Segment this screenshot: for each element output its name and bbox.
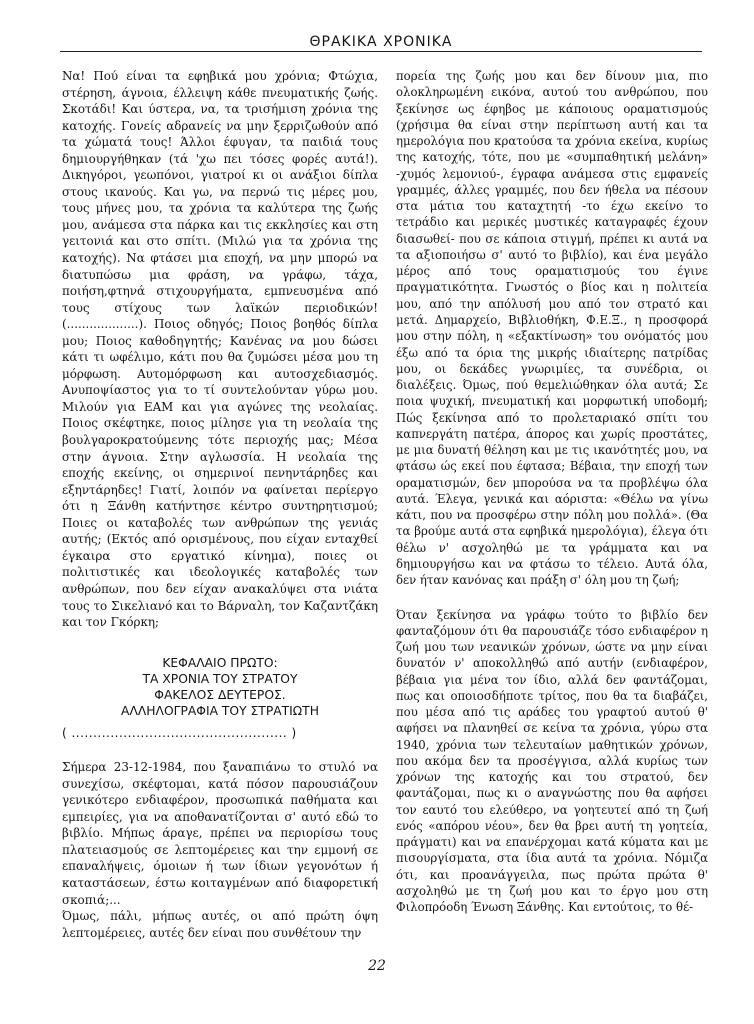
paragraph: Όταν ξεκίνησα να γράφω τούτο το βιβλίο δεν φανταζόμουν ότι θα παρουσιάζε τόσο ενδιαφέρον η ζωή μου των νεανικών χρόνων, ώστε να μην είναι δυνατόν ν' αποκολληθώ από αυτήν (ενδιαφέρον, βέβαια για μένα τον ίδιο, αλλά δεν φαντάζομαι, πως και οποιοσδήποτε τρίτος, που θα τα διαβάζει, που μέσα από τις αράδες του γραφτού αυτού θ' αφήσει να πλανηθεί σε κείνα τα χρόνια, γύρω στα 1940, χρόνια των τελευταίων μαθητικών χρόνων, που ακόμα δεν τα προσέγγισα, αλλά κυρίως των χρόνων της κατοχής και του στρατού, δεν φαντάζομαι, πως κι ο αναγνώστης που θα αφήσει τον εαυτό του ελεύθερο, να γοητευτεί από τη ζωή ενός «απόρου νέου», δεν θα βρει αυτή τη γοητεία, πράγματι) και να επανέρχομαι κατά κύματα και με πισουργίσματα, στα ίδια αυτά τα χρόνια. Νόμιζα ότι, και προανάγγειλα, πως πρώτα πρώτα θ' ασχοληθώ με τη ζωή μου και το έργο μου στη Φιλοπρόοδη Ένωση Ξάνθης. Και εντούτοις, το θέ- (396, 607, 708, 915)
running-header: ΘΡΑΚΙΚΑ ΧΡΟΝΙΚΑ (309, 34, 453, 50)
paragraph: Σήμερα 23-12-1984, που ξαναπιάνω το στυλό να συνεχίσω, σκέφτομαι, κατά πόσον παρουσιάζουν γενικότερο ενδιαφέρον, προσωπικά παθήματα και εμπειρίες, για να αποθανατίζονται σ' αυτό εδώ το βιβλίο. Μήπως άραγε, πρέπει να περιορίσω τους πλατειασμούς σε λεπτομέρειες και την εμμονή σε επαναλήψεις, όμοιων ή των ίδιων γεγονότων ή καταστάσεων, έστω κοιταγμένων από διαφορετική σκοπιά;... (62, 760, 378, 907)
chapter-heading-line: ΑΛΛΗΛΟΓΡΑΦΙΑ ΤΟΥ ΣΤΡΑΤΙΩΤΗ (121, 703, 319, 718)
chapter-heading-line: ΤΑ ΧΡΟΝΙΑ ΤΟΥ ΣΤΡΑΤΟΥ (142, 671, 298, 686)
page-number: 22 (368, 958, 386, 974)
chapter-heading-line: ΦΑΚΕΛΟΣ ΔΕΥΤΕΡΟΣ. (154, 687, 286, 702)
left-column (62, 68, 378, 941)
omission-dots: ( .................................................. ) (62, 725, 297, 740)
paragraph: πορεία της ζωής μου και δεν δίνουν μια, πιο ολοκληρωμένη εικόνα, αυτού του ανθρώπου, που ξεκίνησε ως έφηβος με κάποιους οραματισμούς (χρήσιμα θα είναι στην περίπτωση αυτή και τα ημερολόγια που κρατούσα τα χρόνια εκείνα, κυρίως της κατοχής, τότε, που με «συμπαθητική μελάνη» -χυμός λεμονιού-, έγραφα ανάμεσα στις εμφανείς γραμμές, άλλες γραμμές, που δεν ήθελα να πέσουν στα μάτια του καταχτητή -το έχω εκείνο το τετράδιο και μερικές μυστικές καταγραφές έχουν διασωθεί- που σε κάποια στιγμή, πρέπει κι αυτά να τα αξιοποιήσω σ' αυτό το βιβλίο), και ένα μεγάλο μέρος από τους οραματισμούς του έγινε πραγματικότητα. Γνωστός ο βίος και η πολιτεία μου, από την απόλυσή μου από τον στρατό και μετά. Δημαρχείο, Βιβλιοθήκη, Φ.Ε.Ξ., η προσφορά μου στην πόλη, η «εξακτίνωση» του ονόματός μου έξω από τα όρια της μικρής ιδιαίτερης πατρίδας μου, οι δεκάδες γνωριμίες, τα συνέδρια, οι διαλέξεις. Όμως, πού θεμελιώθηκαν όλα αυτά; Σε ποια ψυχική, πνευματική και μορφωτική υποδομή; Πώς ξεκίνησα από το προλεταριακό σπίτι του καπνεργάτη πατέρα, άπορος και χωρίς προστάτες, με μια δυνατή θέληση και με τις ικανότητές μου, να φτάσω ώς εκεί που έφτασα; Βέβαια, την εποχή των οραματισμών, δεν μπορούσα να τα προβλέψω όλα αυτά. Έλεγα, γενικά και αόριστα: «Θέλω να γίνω κάτι, που να προσφέρω στην πόλη μου πολλά». (Θα τα βρούμε αυτά στα εφηβικά ημερολόγια), έλεγα ότι θέλω ν' ασχοληθώ με τα γράμματα και να δημιουργήσω και να φτάσω το τέλειο. Αυτά όλα, δεν ήταν κανόνας και πράξη σ' όλη μου τη ζωή; (396, 69, 708, 588)
right-column (396, 68, 708, 916)
paragraph: Να! Πού είναι τα εφηβικά μου χρόνια; Φτώχια, στέρηση, άγνοια, έλλειψη κάθε πνευματικής ζωής. Σκοτάδι! Και ύστερα, να, τα τρισήμιση χρόνια της κατοχής. Γονείς αδρανείς να μην ξερριζωθούν από τα χώματά τους! Άλλοι έφυγαν, τα παιδιά τους δημιουργήθηκαν (τά 'χω πει τόσες φορές αυτά!). Δικηγόροι, γεωπόνοι, γιατροί κι οι ανάξιοι δίπλα στους ικανούς. Και γω, να περνώ τις μέρες μου, τους μήνες μου, τα χρόνια τα καλύτερα της ζωής μου, ανάμεσα στα πάρκα και τις εκκλησίες και στη γειτονιά και στο σπίτι. (Μιλώ για τα χρόνια της κατοχής). Να φτάσει μια εποχή, να μην μπορώ να διατυπώσω μια φράση, να γράφω, τάχα, ποιήση,φτηνά στιχουργήματα, εμπνευσμένα από τους στίχους των λαϊκών περιοδικών! (...................). Ποιος οδηγός; Ποιος βοηθός δίπλα μου; Ποιος καθοδηγητής; Κανένας να μου δώσει κάτι τι ωφέλιμο, κάτι που θα ζυμώσει μέσα μου τη μόρφωση. Αυτομόρφωση και αυτοσχεδιασμός. Ανυποψίαστος για το τί συντελούνταν γύρω μου. Μιλούν για ΕΑΜ και για αγώνες της νεολαίας. Ποιος σκέφτηκε, ποιος μίλησε για τη νεολαία της βουλγαροκρατούμενης τότε περιοχής μας; Μέσα στην άγνοια. Στην αγλωσσία. Η νεολαία της εποχής εκείνης, οι σημερινοί πενηντάρηδες και εξηντάρηδες! Γιατί, λοιπόν να φαίνεται περίεργο ότι η Ξάνθη κατήντησε κέντρο συντηρητισμού; Ποιες οι καταβολές των ανθρώπων της γενιάς αυτής; (Εκτός από ορισμένους, που είχαν ενταχθεί έγκαιρα στο εργατικό κίνημα), ποιες οι πολιτιστικές και ιδεολογικές καταβολές των ανθρώπων, που δεν είχαν ανακαλύψει στα νιάτα τους το Σικελιανό και το Βάρναλη, τον Καζαντζάκη και τον Γκόρκη; (62, 69, 378, 630)
paragraph: Όμως, πάλι, μήπως αυτές, οι από πρώτη όψη λεπτομέρειες, αυτές δεν είναι που συνθέτουν την (62, 909, 378, 940)
header-rule (60, 51, 702, 52)
chapter-heading (62, 655, 378, 719)
chapter-heading-line: ΚΕΦΑΛΑΙΟ ΠΡΩΤΟ: (162, 655, 278, 670)
